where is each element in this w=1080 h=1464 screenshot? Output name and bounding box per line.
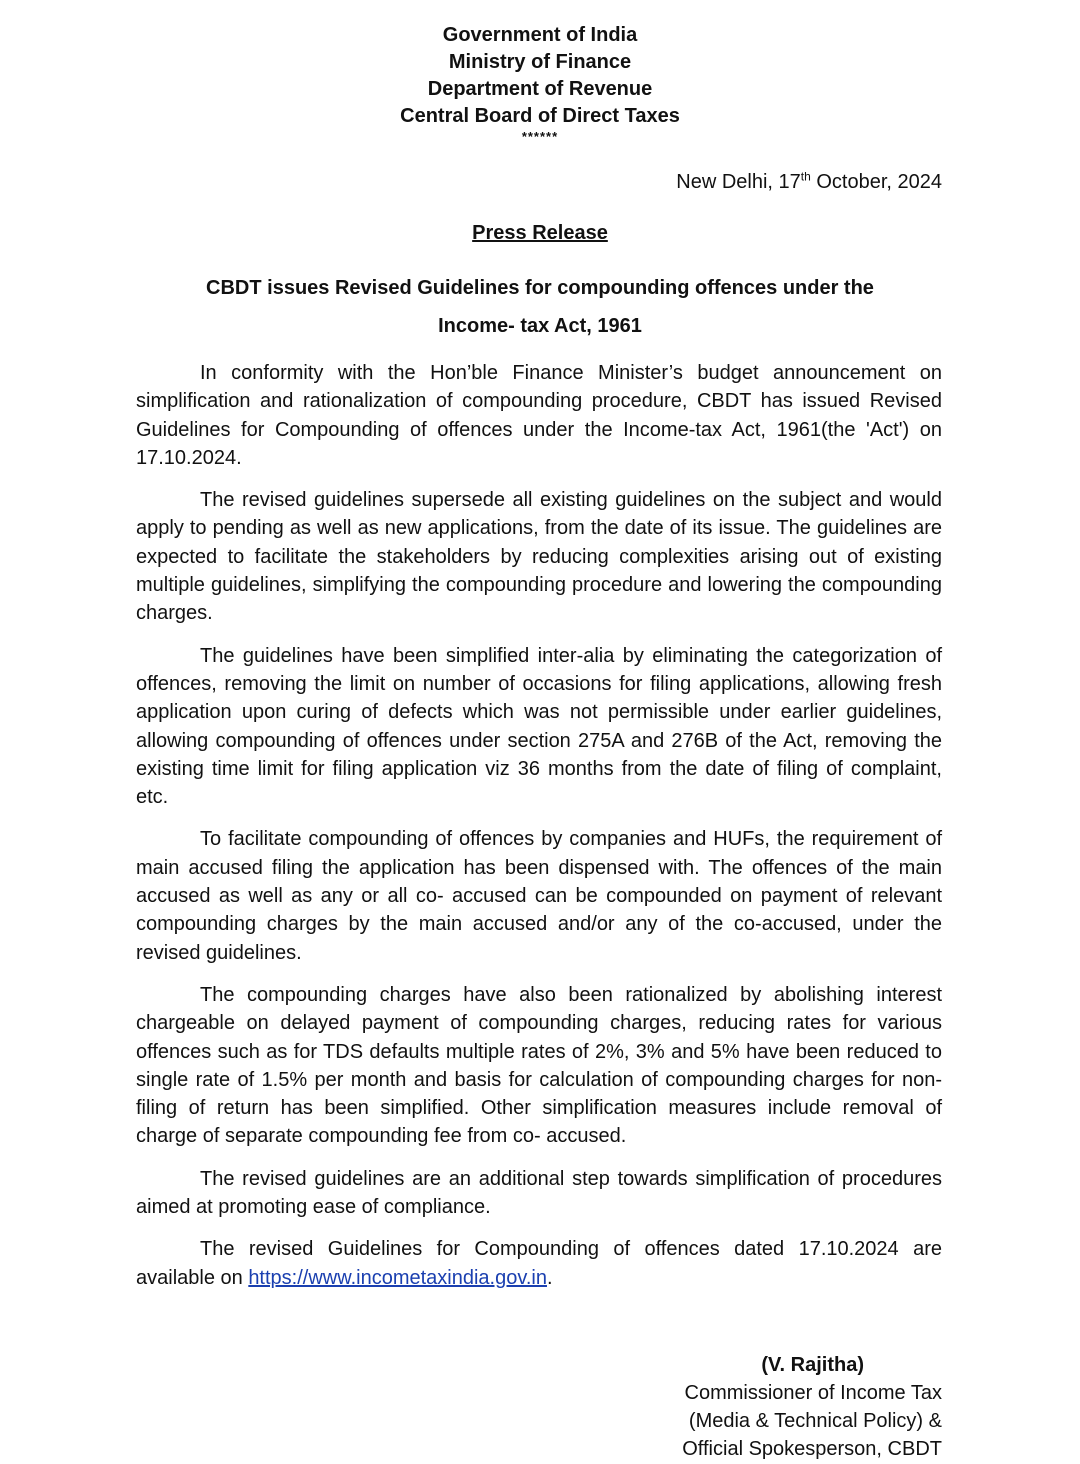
signatory-name: (V. Rajitha) bbox=[761, 1354, 864, 1376]
letterhead-government: Government of India bbox=[442, 24, 638, 46]
paragraph-5: The compounding charges have also been rationalized by abolishing interest chargeable on delayed payment of compounding charges, reducing rates for various offences such as for TDS defaults multiple rates of 2%, 3% and 5% have been reduced to single rate of 1.5% per month and basis for calculation of compounding charges for non-filing of return has been simplified. Other simplification measures include removal of charge of separate compounding fee from co- accused. bbox=[136, 983, 942, 1148]
paragraph-3: The guidelines have been simplified inter-alia by eliminating the categorization of offences, removing the limit on number of occasions for filing applications, allowing fresh application upon curing of defects which was not permissible under earlier guidelines, allowing compounding of offences under section 275A and 276B of the Act, removing the existing time limit for filing application viz 36 months from the date of filing of complaint, etc. bbox=[136, 644, 942, 809]
letterhead-department: Department of Revenue bbox=[427, 78, 653, 100]
paragraph-7-end: . bbox=[546, 1266, 553, 1289]
letterhead-ministry: Ministry of Finance bbox=[448, 51, 632, 73]
paragraph-7 bbox=[136, 1235, 942, 1292]
paragraph-4: To facilitate compounding of offences by companies and HUFs, the requirement of main accused filing the application has been dispensed with. The offences of the main accused as well as any or all co- accused can be compounded on payment of relevant compounding charges by the main accused and/or any of the co-accused, under the revised guidelines. bbox=[136, 828, 942, 964]
paragraph-2: The revised guidelines supersede all existing guidelines on the subject and would apply to pending as well as new applications, from the date of its issue. The guidelines are expected to facilitate the stakeholders by reducing complexities arising out of existing multiple guidelines, simplifying the compounding procedure and lowering the compounding charges. bbox=[136, 489, 942, 625]
paragraph-7-text: The revised Guidelines for Compounding of offences dated 17.10.2024 are available on bbox=[136, 1238, 942, 1289]
signatory-role: Official Spokesperson, CBDT bbox=[682, 1438, 942, 1460]
release-body bbox=[136, 359, 942, 1306]
press-release-label: Press Release bbox=[472, 222, 608, 244]
headline-line-1: CBDT issues Revised Guidelines for compounding offences under the bbox=[206, 277, 874, 299]
signatory-department: (Media & Technical Policy) & bbox=[688, 1410, 942, 1432]
dateline-day-suffix: th bbox=[800, 169, 811, 184]
letterhead-separator: ****** bbox=[521, 129, 559, 144]
dateline-month-year: October, 2024 bbox=[810, 171, 942, 193]
incometax-website-link[interactable]: https://www.incometaxindia.gov.in bbox=[248, 1266, 547, 1289]
press-release-heading bbox=[0, 219, 1080, 247]
dateline-place-day: New Delhi, 17 bbox=[676, 171, 801, 193]
paragraph-1: In conformity with the Hon’ble Finance Minister’s budget announcement on simplification and rationalization of compounding procedure, CBDT has issued Revised Guidelines for Compounding of offences under the Income-tax Act, 1961(the 'Act') on 17.10.2024. bbox=[136, 362, 942, 469]
signatory-title: Commissioner of Income Tax bbox=[684, 1382, 942, 1404]
letterhead bbox=[0, 22, 1080, 144]
signature-block bbox=[682, 1351, 942, 1463]
headline-line-2: Income- tax Act, 1961 bbox=[438, 315, 642, 337]
paragraph-6: The revised guidelines are an additional step towards simplification of procedures aimed at promoting ease of compliance. bbox=[136, 1167, 942, 1219]
letterhead-board: Central Board of Direct Taxes bbox=[400, 105, 680, 127]
headline bbox=[136, 269, 944, 345]
dateline bbox=[676, 168, 942, 196]
